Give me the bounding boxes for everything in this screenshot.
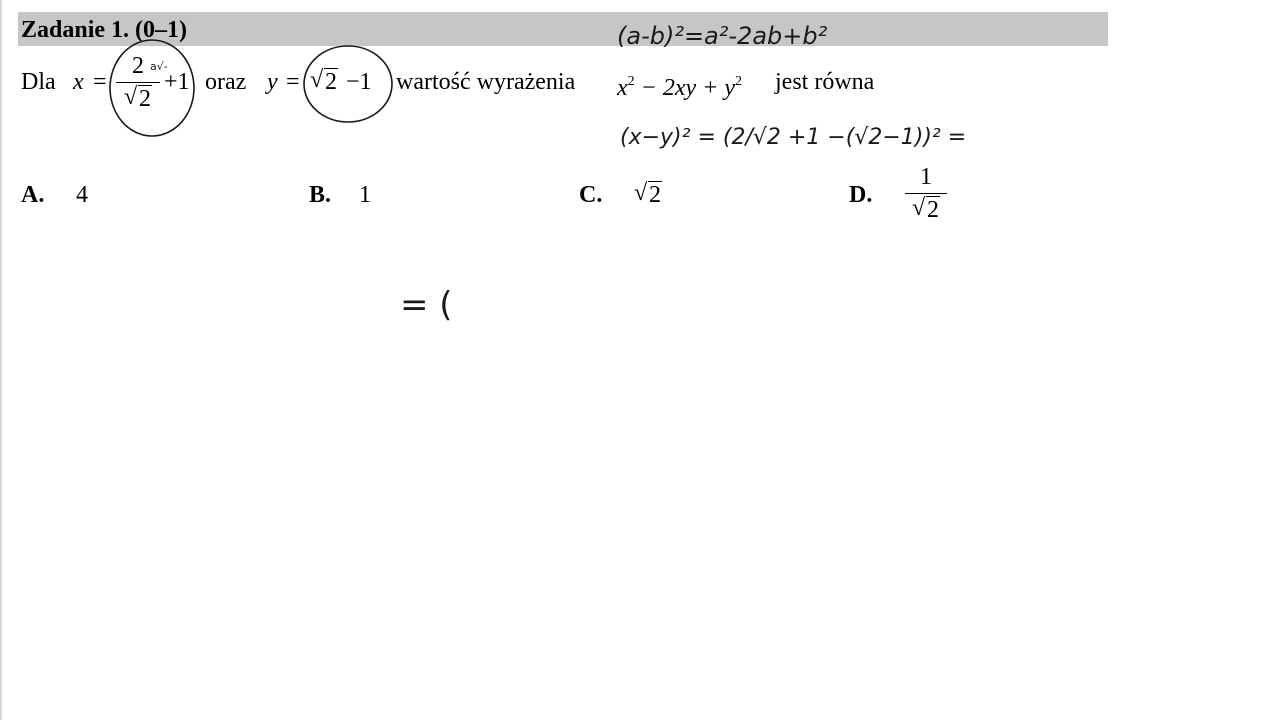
option-d-letter[interactable]: D.: [849, 182, 873, 208]
option-b-letter[interactable]: B.: [309, 182, 332, 208]
x-tail: +1: [164, 69, 190, 95]
small-handwritten-note: a√-: [150, 60, 168, 73]
task-title: Zadanie 1. (0–1): [21, 17, 188, 43]
y-radicand: 2: [325, 69, 337, 95]
sqrt-symbol: √ 2: [124, 84, 151, 112]
option-d-value[interactable]: 1 √ 2: [905, 163, 947, 224]
handwritten-formula-top: (a-b)²=a²-2ab+b²: [617, 22, 828, 50]
x-fraction-numerator: 2: [132, 53, 144, 79]
option-a-letter[interactable]: A.: [21, 182, 45, 208]
question-tail: jest równa: [775, 69, 875, 95]
option-c-value[interactable]: √ 2: [634, 180, 661, 208]
conjunction-oraz: oraz: [205, 69, 247, 95]
handwritten-bottom: = (: [400, 285, 453, 325]
y-tail: −1: [346, 69, 372, 95]
question-intro: Dla: [21, 69, 56, 95]
var-x: x: [73, 69, 84, 95]
option-b-value[interactable]: 1: [359, 182, 371, 208]
y-value: √ 2: [310, 67, 337, 95]
x-fraction-denominator: 2: [139, 86, 151, 112]
circle-around-x: [110, 40, 194, 136]
equals-sign-2: =: [286, 69, 300, 95]
handwritten-formula-second: (x−y)² = (2/√2 +1 −(√2−1))² =: [620, 125, 967, 150]
expression: $x^2 - 2xy + y^2$: [617, 74, 743, 101]
equals-sign-1: =: [93, 69, 107, 95]
question-mid-text: wartość wyrażenia: [396, 69, 576, 95]
option-a-value[interactable]: 4: [76, 182, 88, 208]
circle-around-y: [304, 46, 392, 122]
var-y: y: [267, 69, 278, 95]
option-c-letter[interactable]: C.: [579, 182, 603, 208]
